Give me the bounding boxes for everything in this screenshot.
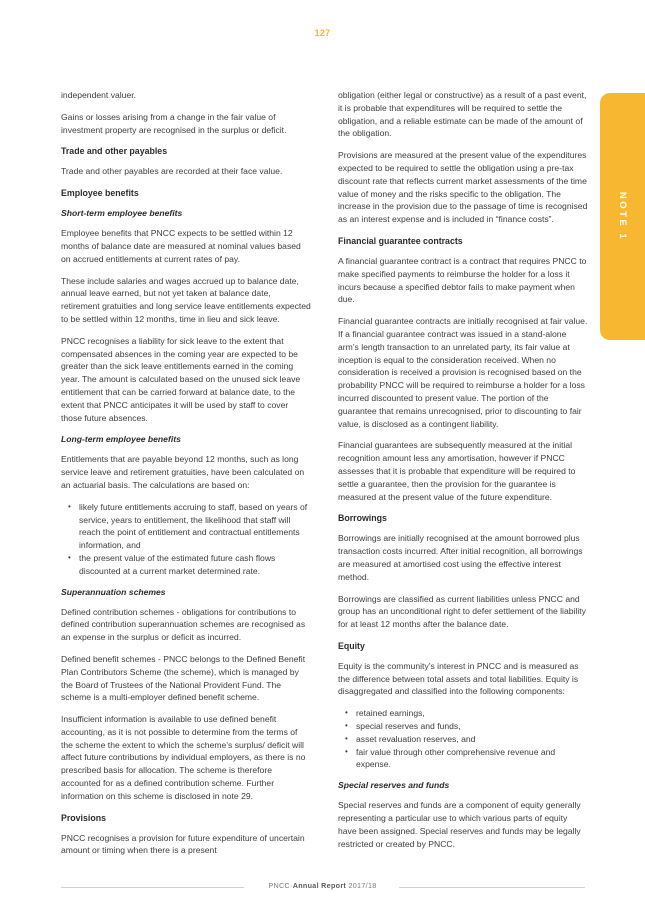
heading-trade-payables: Trade and other payables xyxy=(61,146,168,157)
paragraph: Financial guarantee contracts are initially recognised at fair value. If a financial guarantee contract was issued in a stand-alone arm’s length transaction to an unrelated party, its fair value at inception is equal to the consideration received. When no consideration is received a provision is recognised based on the probability PNCC will be required to reimburse a holder for a loss incurred discounted to present value. The portion of the guarantee that remains unrecognised, prior to discounting to fair value, is disclosed as a contingent liability. xyxy=(338,316,588,429)
page-number: 127 xyxy=(314,28,331,38)
footer-year: 2017/18 xyxy=(348,881,377,890)
paragraph: Gains or losses arising from a change in the fair value of investment property are recognised in the surplus or deficit. xyxy=(61,111,287,135)
paragraph: A financial guarantee contract is a contract that requires PNCC to make specified payments to reimburse the holder for a loss it incurs because a specified debtor fails to make payment when due. xyxy=(338,255,587,305)
paragraph: Borrowings are classified as current liabilities unless PNCC and group has an unconditional right to defer settlement of the liability for at least 12 months after the balance date. xyxy=(338,593,586,630)
note-tab-label: NOTE 1 xyxy=(617,191,628,242)
list-item: • likely future entitlements accruing to staff, based on years of service, years to entitlement, the likelihood that staff will reach the point of entitlement and contractual entitlements information, and xyxy=(61,501,311,552)
paragraph: PNCC recognises a liability for sick leave to the extent that compensated absences in the coming year are expected to be greater than the sick leave entitlements earned in the coming year. The amount is calculated based on the unused sick leave entitlement that can be carried forward at balance date, to the extent that PNCC anticipates it will be used by staff to cover those future absences. xyxy=(61,335,301,423)
footer-separator: · xyxy=(290,881,293,890)
subheading-special-reserves: Special reserves and funds xyxy=(338,780,450,791)
paragraph: obligation (either legal or constructive) as a result of a past event, it is probable that expenditures will be required to settle the obligation, and a reliable estimate can be made of the amount of the obligation. xyxy=(338,90,587,139)
paragraph: Financial guarantees are subsequently measured at the initial recognition amount less any amortisation, however if PNCC assesses that it is probable that expenditure will be required to settle a guarantee, then the provision for the guarantee is measured at the present value of the future expenditure. xyxy=(338,440,576,502)
left-column xyxy=(61,89,311,866)
footer-report: Annual Report xyxy=(292,881,347,890)
subheading-superannuation: Superannuation schemes xyxy=(61,586,166,597)
paragraph: PNCC recognises a provision for future expenditure of uncertain amount or timing when there is a present xyxy=(61,832,305,856)
paragraph: independent valuer. xyxy=(61,90,137,100)
heading-borrowings: Borrowings xyxy=(338,513,387,524)
paragraph: Employee benefits that PNCC expects to be settled within 12 months of balance date are measured at nominal values based on accrued entitlements at current rates of pay. xyxy=(61,228,301,264)
paragraph: Defined contribution schemes - obligations for contributions to defined contribution superannuation schemes are recognised as an expense in the surplus or deficit as incurred. xyxy=(61,606,306,643)
subheading-short-term-benefits: Short-term employee benefits xyxy=(61,208,183,219)
bullet-list xyxy=(61,501,311,578)
paragraph: Entitlements that are payable beyond 12 months, such as long service leave and retirement gratuities, have been calculated on an actuarial basis. The calculations are based on: xyxy=(61,454,305,490)
list-item: • retained earnings, xyxy=(338,707,588,720)
paragraph: Trade and other payables are recorded at their face value. xyxy=(61,166,283,177)
list-item: • special reserves and funds, xyxy=(338,720,588,733)
paragraph: Provisions are measured at the present value of the expenditures expected to be required to settle the obligation using a pre-tax discount rate that reflects current market assessments of the time value of money and the risks specific to the obligation. The increase in the provision due to the passage of time is recognised as an interest expense and is included in “finance costs”. xyxy=(338,150,588,225)
footer xyxy=(0,881,645,890)
footer-org: PNCC xyxy=(268,881,291,890)
paragraph: Borrowings are initially recognised at the amount borrowed plus transaction costs incurred. After initial recognition, all borrowings are measured at amortised cost using the effective interest method. xyxy=(338,533,583,582)
note-side-tab xyxy=(600,93,645,340)
list-item: • the present value of the estimated future cash flows discounted at a current market determined rate. xyxy=(61,552,311,578)
paragraph: These include salaries and wages accrued up to balance date, annual leave earned, but not yet taken at balance date, retirement gratuities and long service leave entitlements expected to be settled within 12 months, time in lieu and sick leave. xyxy=(61,275,311,324)
subheading-long-term-benefits: Long-term employee benefits xyxy=(61,434,181,445)
bullet-list xyxy=(338,707,588,771)
list-item: • asset revaluation reserves, and xyxy=(338,733,588,746)
heading-financial-guarantee-contracts: Financial guarantee contracts xyxy=(338,235,463,246)
paragraph: Defined benefit schemes - PNCC belongs to the Defined Benefit Plan Contributors Scheme (the scheme), which is managed by the Board of Trustees of the National Provident Fund. The scheme is a multi-employer defined benefit scheme. xyxy=(61,653,306,703)
list-item: • fair value through other comprehensive revenue and expense. xyxy=(338,746,588,772)
paragraph: Insufficient information is available to use defined benefit accounting, as it is not possible to determine from the terms of the scheme the extent to which the scheme’s surplus/ deficit will affect future contributions by individual employers, as there is no prescribed basis for allocation. The scheme is therefore accounted for as a defined contribution scheme. Further information on this scheme is disclosed in note 29. xyxy=(61,714,306,801)
right-column xyxy=(338,89,588,859)
heading-employee-benefits: Employee benefits xyxy=(61,188,139,199)
paragraph: Special reserves and funds are a component of equity generally representing a particular use to which various parts of equity have been assigned. Special reserves and funds may be legally restricted or created by PNCC. xyxy=(338,800,581,849)
heading-provisions: Provisions xyxy=(61,812,106,823)
paragraph: Equity is the community’s interest in PNCC and is measured as the difference between total assets and total liabilities. Equity is disaggregated and classified into the following components: xyxy=(338,660,579,697)
heading-equity: Equity xyxy=(338,640,365,651)
